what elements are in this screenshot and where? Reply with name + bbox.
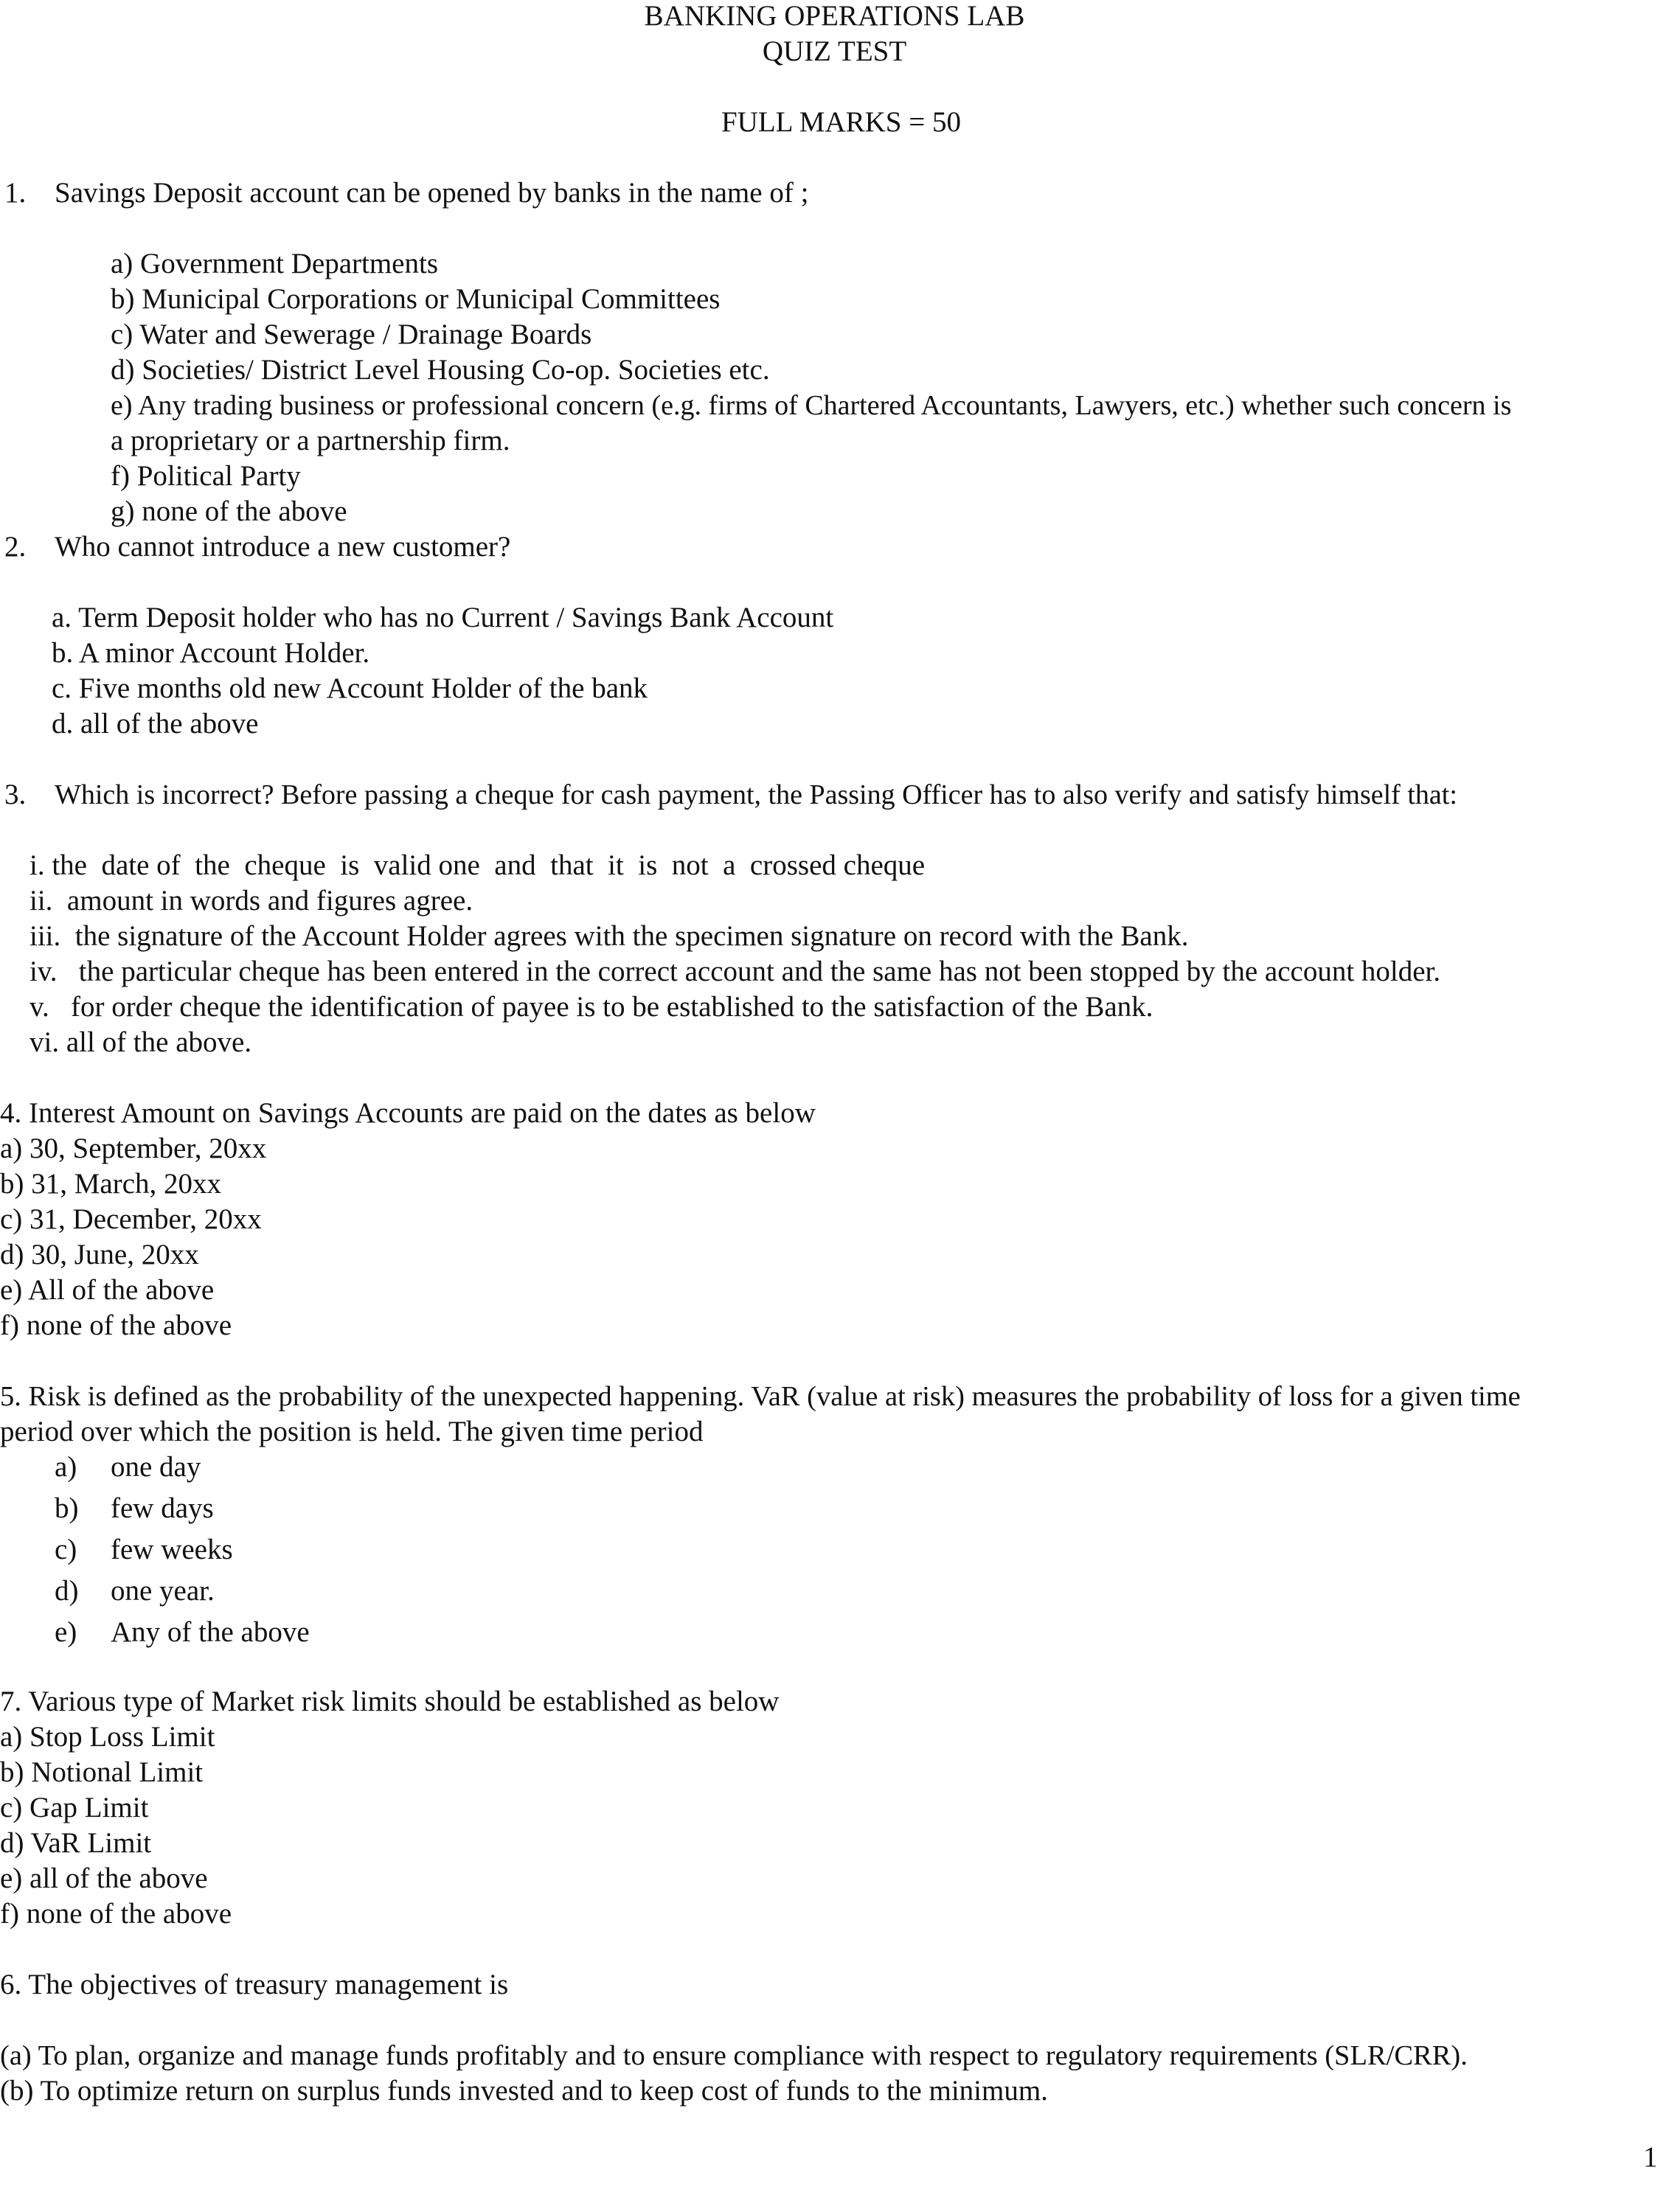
option: (a) To plan, organize and manage funds profitably and to ensure compliance with respect to regulatory requirements (SLR/CRR). bbox=[0, 2040, 1468, 2071]
option: f) none of the above bbox=[0, 1310, 232, 1341]
option-letter: b) bbox=[55, 1492, 79, 1524]
option: d. all of the above bbox=[52, 708, 259, 740]
option: Any of the above bbox=[111, 1616, 310, 1648]
option: one year. bbox=[111, 1575, 215, 1607]
option-letter: e) bbox=[55, 1616, 77, 1648]
option: iii. the signature of the Account Holder agrees with the specimen signature on record with the Bank. bbox=[30, 920, 1189, 952]
option: i. the date of the cheque is valid one and that it is not a crossed cheque bbox=[30, 849, 926, 881]
option: c) Water and Sewerage / Drainage Boards bbox=[111, 319, 592, 350]
option: (b) To optimize return on surplus funds invested and to keep cost of funds to the minimum. bbox=[0, 2075, 1048, 2107]
option: c) Gap Limit bbox=[0, 1792, 149, 1823]
document-title: BANKING OPERATIONS LAB bbox=[644, 0, 1025, 32]
option: e) all of the above bbox=[0, 1863, 208, 1894]
option: few days bbox=[111, 1492, 214, 1524]
document-subtitle: QUIZ TEST bbox=[762, 35, 907, 67]
question-text: 5. Risk is defined as the probability of the unexpected happening. VaR (value at risk) measures the probability of loss for a given time bbox=[0, 1381, 1521, 1412]
page-number: 1 bbox=[1643, 2141, 1658, 2173]
option-letter: a) bbox=[55, 1451, 77, 1483]
option: a. Term Deposit holder who has no Current / Savings Bank Account bbox=[52, 602, 834, 633]
option: d) VaR Limit bbox=[0, 1827, 152, 1859]
question-text: Savings Deposit account can be opened by banks in the name of ; bbox=[55, 177, 809, 209]
question-number: 3. bbox=[4, 779, 27, 810]
option: f) Political Party bbox=[111, 460, 301, 492]
option: f) none of the above bbox=[0, 1898, 232, 1930]
option-letter: d) bbox=[55, 1575, 79, 1607]
option: a) Government Departments bbox=[111, 248, 439, 279]
option: d) 30, June, 20xx bbox=[0, 1239, 199, 1270]
option: a) 30, September, 20xx bbox=[0, 1133, 267, 1164]
option: b) Municipal Corporations or Municipal Committees bbox=[111, 283, 721, 315]
question-text-continuation: period over which the position is held. The given time period bbox=[0, 1416, 704, 1447]
question-text: Who cannot introduce a new customer? bbox=[55, 531, 511, 563]
option: v. for order cheque the identification of payee is to be established to the satisfaction of the Bank. bbox=[30, 991, 1153, 1023]
option: b) Notional Limit bbox=[0, 1756, 204, 1788]
option: one day bbox=[111, 1451, 201, 1483]
question-number: 1. bbox=[4, 177, 27, 209]
question-text: 4. Interest Amount on Savings Accounts are paid on the dates as below bbox=[0, 1097, 816, 1129]
question-text: 6. The objectives of treasury management is bbox=[0, 1969, 509, 2000]
option: few weeks bbox=[111, 1534, 233, 1565]
option: a) Stop Loss Limit bbox=[0, 1721, 215, 1753]
option: e) Any trading business or professional concern (e.g. firms of Chartered Accountants, Lawyers, etc.) whether such concern is bbox=[111, 390, 1512, 421]
option: c) 31, December, 20xx bbox=[0, 1203, 262, 1235]
option: g) none of the above bbox=[111, 495, 347, 527]
question-text: Which is incorrect? Before passing a cheque for cash payment, the Passing Officer has to also verify and satisfy himself that: bbox=[55, 779, 1457, 810]
option: e) All of the above bbox=[0, 1274, 215, 1306]
option: d) Societies/ District Level Housing Co-op. Societies etc. bbox=[111, 354, 770, 386]
question-text: 7. Various type of Market risk limits should be established as below bbox=[0, 1686, 780, 1717]
option: b) 31, March, 20xx bbox=[0, 1168, 222, 1200]
option: ii. amount in words and figures agree. bbox=[30, 885, 473, 917]
option: iv. the particular cheque has been entered in the correct account and the same has not been stopped by the account holder. bbox=[30, 956, 1441, 987]
full-marks: FULL MARKS = 50 bbox=[721, 106, 961, 138]
option: b. A minor Account Holder. bbox=[52, 637, 370, 669]
option: c. Five months old new Account Holder of the bank bbox=[52, 672, 648, 704]
question-number: 2. bbox=[4, 531, 27, 563]
option: vi. all of the above. bbox=[30, 1026, 252, 1058]
option-continuation: a proprietary or a partnership firm. bbox=[111, 425, 510, 456]
option-letter: c) bbox=[55, 1534, 77, 1565]
